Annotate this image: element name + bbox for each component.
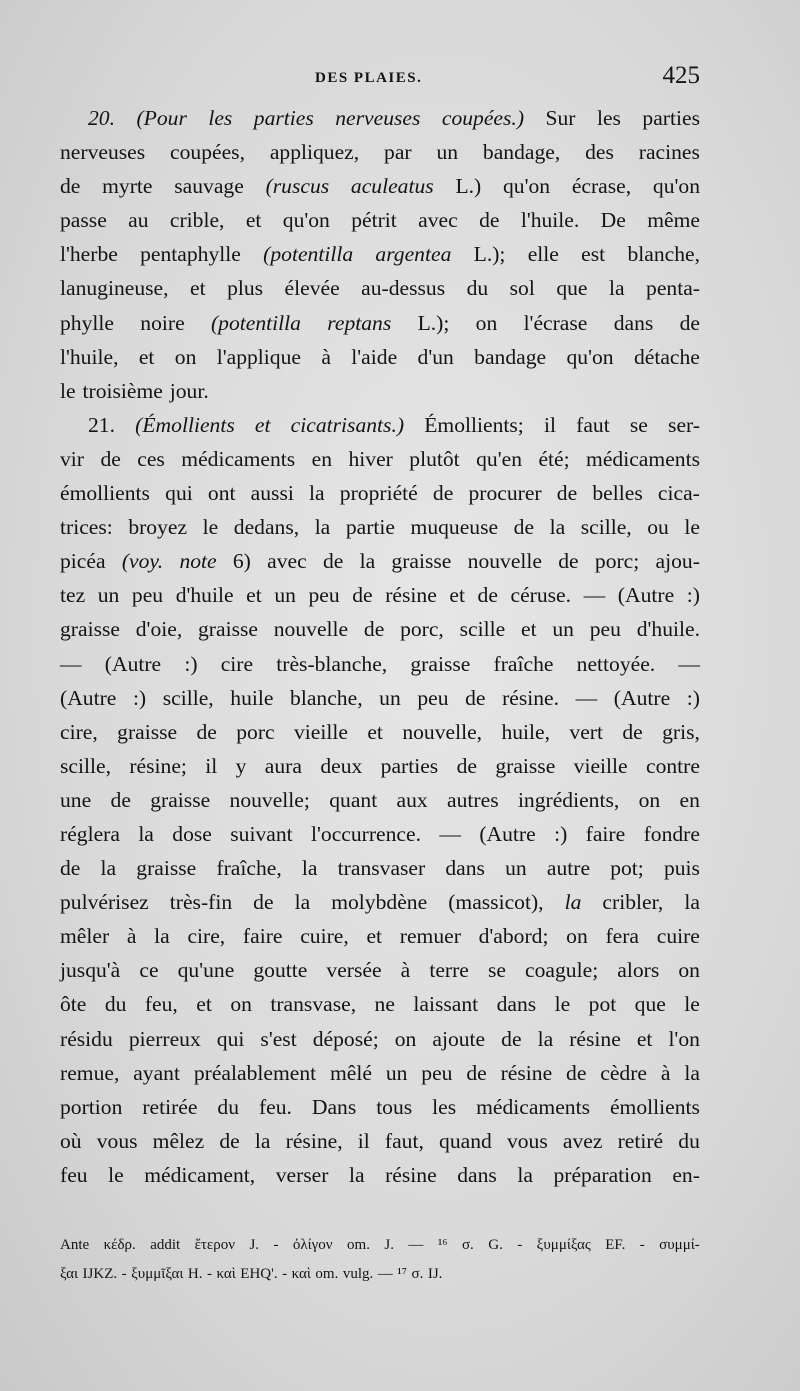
text-line: 20. (Pour les parties nerveuses coupées.) Sur les parties [88,106,700,130]
text-line: jusqu'à ce qu'une goutte versée à terre se coagule; alors on [60,958,700,983]
body-text [60,101,700,1192]
text-line: pulvérisez très-fin de la molybdène (massicot), la cribler, la [60,890,700,915]
footnotes [60,1231,700,1289]
text-line: (Autre :) scille, huile blanche, un peu de résine. — (Autre :) [60,685,700,710]
text-line: réglera la dose suivant l'occurrence. — (Autre :) faire fondre [60,821,700,846]
text-line: remue, ayant préalablement mêlé un peu de résine de cèdre à la [60,1060,700,1085]
text-line: passe au crible, et qu'on pétrit avec de l'huile. De même [60,208,700,233]
text-line: l'herbe pentaphylle (potentilla argentea L.); elle est blanche, [60,242,700,267]
text-line: lanugineuse, et plus élevée au-dessus du sol que la penta- [60,276,700,301]
footnote-line: ξαι IJKZ. - ξυμμῖξαι H. - καὶ EHQ'. - καὶ om. vulg. — ¹⁷ σ. IJ. [60,1266,443,1282]
text-line: une de graisse nouvelle; quant aux autres ingrédients, on en [60,787,700,812]
text-line: feu le médicament, verser la résine dans la préparation en- [60,1162,700,1187]
text-line: émollients qui ont aussi la propriété de procurer de belles cica- [60,481,700,506]
text-line: nerveuses coupées, appliquez, par un bandage, des racines [60,140,700,165]
page-header [60,62,700,96]
text-line: trices: broyez le dedans, la partie muqueuse de la scille, ou le [60,515,700,540]
text-line: portion retirée du feu. Dans tous les médicaments émollients [60,1094,700,1119]
text-line: l'huile, et on l'applique à l'aide d'un bandage qu'on détache [60,344,700,369]
text-line: de myrte sauvage (ruscus aculeatus L.) qu'on écrase, qu'on [60,174,700,199]
text-line: 21. (Émollients et cicatrisants.) Émollients; il faut se ser- [88,412,700,437]
text-line: mêler à la cire, faire cuire, et remuer d'abord; on fera cuire [60,924,700,949]
text-line: vir de ces médicaments en hiver plutôt qu'en été; médicaments [60,446,700,471]
text-line: où vous mêlez de la résine, il faut, quand vous avez retiré du [60,1128,700,1153]
text-line: résidu pierreux qui s'est déposé; on ajoute de la résine et l'on [60,1026,700,1051]
text-line: graisse d'oie, graisse nouvelle de porc, scille et un peu d'huile. [60,617,700,642]
text-line: scille, résine; il y aura deux parties de graisse vieille contre [60,753,700,778]
text-line: — (Autre :) cire très-blanche, graisse fraîche nettoyée. — [60,651,700,676]
running-head: DES PLAIES. [315,70,423,86]
text-line: cire, graisse de porc vieille et nouvelle, huile, vert de gris, [60,719,700,744]
text-line: de la graisse fraîche, la transvaser dans un autre pot; puis [60,856,700,881]
text-line: ôte du feu, et on transvase, ne laissant dans le pot que le [60,992,700,1017]
text-line: le troisième jour. [60,378,209,403]
page-number: 425 [662,62,700,89]
text-line: picéa (voy. note 6) avec de la graisse nouvelle de porc; ajou- [60,549,700,574]
text-line: phylle noire (potentilla reptans L.); on l'écrase dans de [60,310,700,335]
text-line: tez un peu d'huile et un peu de résine et de céruse. — (Autre :) [60,583,700,608]
footnote-line: Ante κέδρ. addit ἕτερον J. - ὀλίγον om. J. — ¹⁶ σ. G. - ξυμμίξας EF. - συμμί- [60,1237,700,1253]
